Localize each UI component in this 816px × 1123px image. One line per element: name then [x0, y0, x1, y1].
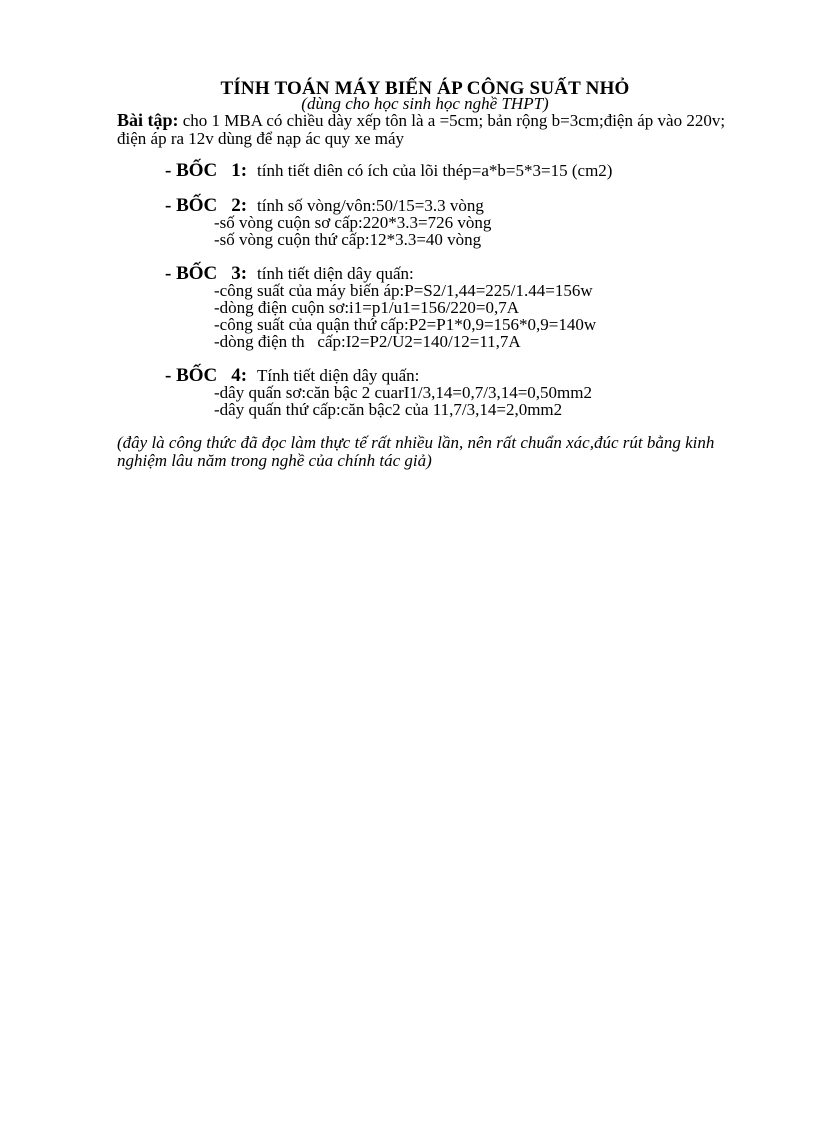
exercise-text: cho 1 MBA có chiều dày xếp tôn là a =5cm; bản rộng b=3cm;điện áp vào 220v; điện áp ra 12v dùng để nạp ác quy xe máy	[117, 111, 726, 148]
step-3-heading: tính tiết diện dây quấn:	[257, 264, 414, 283]
step-1	[165, 162, 612, 179]
step-2	[165, 197, 491, 248]
step-line: -dòng điện th cấp:I2=P2/U2=140/12=11,7A	[214, 332, 521, 351]
step-4-lines	[214, 384, 592, 418]
step-line: -số vòng cuộn sơ cấp:220*3.3=726 vòng	[214, 213, 492, 232]
step-3	[165, 265, 596, 350]
document-title: TÍNH TOÁN MÁY BIẾN ÁP CÔNG SUẤT NHỎ	[220, 78, 630, 99]
step-4-label: - BỐC 4:	[165, 365, 248, 386]
author-note: (đây là công thức đã đọc làm thực tế rất nhiều lần, nên rất chuẩn xác,đúc rút bằng kinh nghiệm lâu năm trong nghề của chính tác giả)	[117, 433, 715, 470]
step-4-heading: Tính tiết diện dây quấn:	[257, 366, 420, 385]
step-4	[165, 367, 592, 418]
step-line: -số vòng cuộn thứ cấp:12*3.3=40 vòng	[214, 230, 482, 249]
step-1-label: - BỐC 1:	[165, 160, 248, 181]
step-1-heading: tính tiết diên có ích của lõi thép=a*b=5*3=15 (cm2)	[257, 161, 613, 180]
exercise-paragraph	[117, 111, 727, 148]
step-2-label: - BỐC 2:	[165, 195, 248, 216]
step-2-lines	[214, 214, 491, 248]
step-3-label: - BỐC 3:	[165, 263, 248, 284]
step-3-lines	[214, 282, 596, 350]
step-line: -dây quấn thứ cấp:căn bậc2 của 11,7/3,14=2,0mm2	[214, 400, 563, 419]
step-line: -công suất của máy biến áp:P=S2/1,44=225/1.44=156w	[214, 281, 593, 300]
step-2-heading: tính số vòng/vôn:50/15=3.3 vòng	[257, 196, 484, 215]
exercise-label: Bài tập:	[117, 110, 179, 130]
step-line: -công suất của quận thứ cấp:P2=P1*0,9=156*0,9=140w	[214, 315, 597, 334]
document-subtitle: (dùng cho học sinh học nghề THPT)	[301, 94, 549, 113]
step-line: -dòng điện cuộn sơ:i1=p1/u1=156/220=0,7A	[214, 298, 520, 317]
step-line: -dây quấn sơ:căn bậc 2 cuarI1/3,14=0,7/3,14=0,50mm2	[214, 383, 592, 402]
